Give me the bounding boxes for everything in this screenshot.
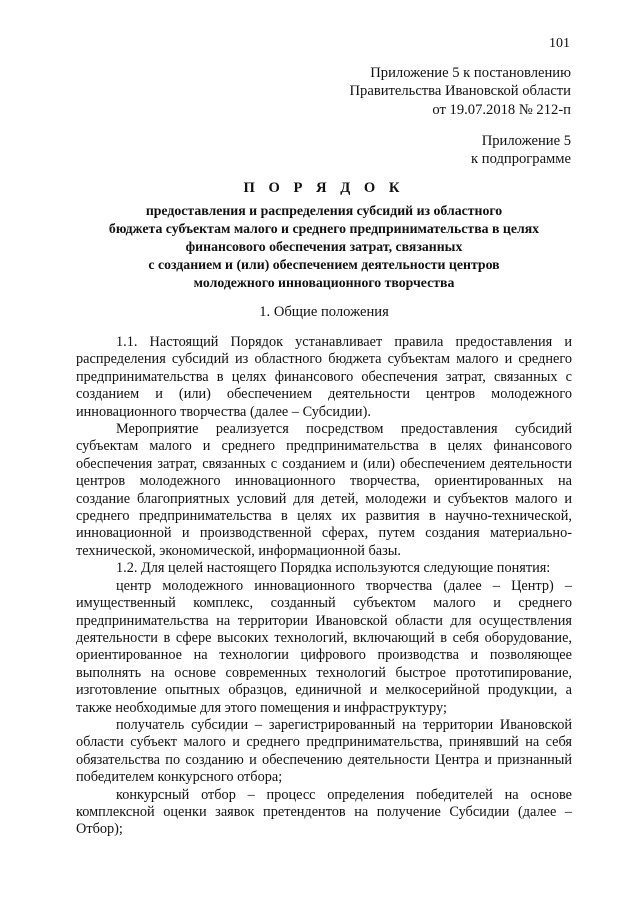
- appendix-main-line: Правительства Ивановской области: [349, 83, 571, 100]
- subtitle-line: бюджета субъектам малого и среднего предпринимательства в целях: [108, 221, 540, 236]
- body-paragraph: центр молодежного инновационного творчества (далее – Центр) – имущественный комплекс, созданный субъектом малого и среднего предпринимательства на территории Ивановской области для осуществления деятельности в сфере высоких технологий, включающий в себя оборудование, ориентированное на технологии цифрового производства и позволяющее выполнять на основе современных технологий быстрое прототипирование, изготовление опытных образцов, единичной и мелкосерийной продукции, а также необходимые для этого помещения и инфраструктуру;: [76, 577, 572, 716]
- appendix-main-line: от 19.07.2018 № 212-п: [432, 101, 571, 118]
- document-body: [76, 334, 572, 839]
- body-paragraph: получатель субсидии – зарегистрированный на территории Ивановской области субъект малого и среднего предпринимательства, принявший на себя обязательства по созданию и обеспечению деятельности Центра и признанный победителем конкурсного отбора;: [76, 716, 572, 786]
- appendix-main-block: [350, 64, 571, 119]
- document-subtitle: [76, 202, 572, 292]
- appendix-sub-line: к подпрограмме: [471, 151, 571, 168]
- section-heading: 1. Общие положения: [259, 304, 389, 320]
- appendix-main-line: Приложение 5 к постановлению: [370, 65, 571, 81]
- body-paragraph: 1.2. Для целей настоящего Порядка используются следующие понятия:: [116, 560, 551, 577]
- body-paragraph: конкурсный отбор – процесс определения победителей на основе комплексной оценки заявок претендентов на получение Субсидии (далее – Отбор);: [76, 786, 572, 838]
- appendix-sub-line: Приложение 5: [481, 133, 571, 149]
- document-title: П О Р Я Д О К: [243, 180, 405, 196]
- subtitle-line: финансового обеспечения затрат, связанных: [185, 239, 463, 254]
- subtitle-line: с созданием и (или) обеспечением деятельности центров: [148, 257, 500, 272]
- subtitle-line: предоставления и распределения субсидий из областного: [145, 203, 503, 218]
- appendix-sub-block: [471, 132, 571, 169]
- subtitle-line: молодежного инновационного творчества: [193, 275, 455, 290]
- body-paragraph: Мероприятие реализуется посредством предоставления субсидий субъектам малого и среднего предпринимательства в целях финансового обеспечения затрат, связанных с созданием и (или) обеспечением деятельности центров молодежного инновационного творчества, ориентированных на создание благоприятных условий для детей, молодежи и субъектов малого и среднего предпринимательства в целях их развития в научно-технической, инновационной и производственной сферах, путем создания материально-технической, экономической, информационной базы.: [76, 421, 572, 559]
- body-paragraph: 1.1. Настоящий Порядок устанавливает правила предоставления и распределения субсидий из областного бюджета субъектам малого и среднего предпринимательства в целях финансового обеспечения затрат, связанных с созданием и (или) обеспечением деятельности центров молодежного инновационного творчества (далее – Субсидии).: [76, 334, 572, 420]
- page-number: 101: [549, 36, 570, 51]
